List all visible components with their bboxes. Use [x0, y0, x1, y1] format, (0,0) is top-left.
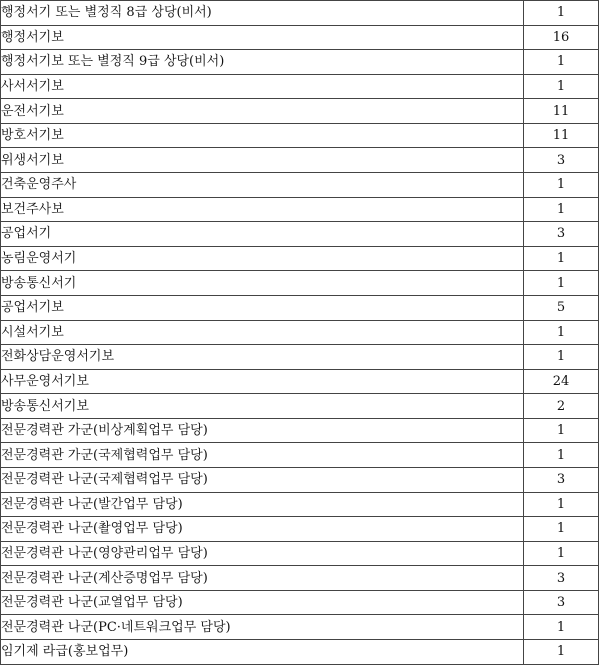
count-cell: 11 — [524, 123, 599, 148]
count-cell: 1 — [524, 443, 599, 468]
position-cell: 사무운영서기보 — [1, 369, 524, 394]
count-cell: 3 — [524, 566, 599, 591]
table-row — [1, 467, 599, 492]
position-cell: 건축운영주사 — [1, 173, 524, 198]
table-row — [1, 615, 599, 640]
position-cell: 운전서기보 — [1, 99, 524, 124]
position-cell: 공업서기보 — [1, 295, 524, 320]
count-cell: 1 — [524, 246, 599, 271]
table-row — [1, 50, 599, 75]
table-row — [1, 99, 599, 124]
count-cell: 24 — [524, 369, 599, 394]
table-row — [1, 25, 599, 50]
count-cell: 1 — [524, 74, 599, 99]
position-cell: 농림운영서기 — [1, 246, 524, 271]
count-cell: 1 — [524, 517, 599, 542]
count-cell: 1 — [524, 640, 599, 665]
table-row — [1, 394, 599, 419]
position-cell: 임기제 라급(홍보업무) — [1, 640, 524, 665]
count-cell: 11 — [524, 99, 599, 124]
count-cell: 5 — [524, 295, 599, 320]
table-row — [1, 443, 599, 468]
count-cell: 3 — [524, 590, 599, 615]
position-cell: 전문경력관 나군(영양관리업무 담당) — [1, 541, 524, 566]
count-cell: 1 — [524, 320, 599, 345]
table-row — [1, 173, 599, 198]
position-cell: 방송통신서기 — [1, 271, 524, 296]
table-row — [1, 271, 599, 296]
table-row — [1, 320, 599, 345]
count-cell: 1 — [524, 541, 599, 566]
position-cell: 전문경력관 가군(국제협력업무 담당) — [1, 443, 524, 468]
position-cell: 행정서기보 또는 별정직 9급 상당(비서) — [1, 50, 524, 75]
table-row — [1, 1, 599, 26]
table-row — [1, 517, 599, 542]
count-cell: 1 — [524, 50, 599, 75]
table-row — [1, 246, 599, 271]
count-cell: 1 — [524, 345, 599, 370]
table-body — [1, 1, 599, 665]
count-cell: 3 — [524, 222, 599, 247]
position-cell: 행정서기보 — [1, 25, 524, 50]
position-cell: 위생서기보 — [1, 148, 524, 173]
position-cell: 전문경력관 나군(국제협력업무 담당) — [1, 467, 524, 492]
table-row — [1, 295, 599, 320]
position-cell: 전문경력관 나군(촬영업무 담당) — [1, 517, 524, 542]
table-row — [1, 640, 599, 665]
table-row — [1, 566, 599, 591]
position-cell: 방호서기보 — [1, 123, 524, 148]
table-row — [1, 74, 599, 99]
position-cell: 공업서기 — [1, 222, 524, 247]
count-cell: 1 — [524, 492, 599, 517]
position-cell: 방송통신서기보 — [1, 394, 524, 419]
position-cell: 사서서기보 — [1, 74, 524, 99]
table-row — [1, 148, 599, 173]
count-cell: 1 — [524, 418, 599, 443]
position-cell: 보건주사보 — [1, 197, 524, 222]
position-cell: 전화상담운영서기보 — [1, 345, 524, 370]
count-cell: 1 — [524, 173, 599, 198]
count-cell: 1 — [524, 615, 599, 640]
position-cell: 전문경력관 가군(비상계획업무 담당) — [1, 418, 524, 443]
position-cell: 전문경력관 나군(발간업무 담당) — [1, 492, 524, 517]
count-cell: 3 — [524, 467, 599, 492]
table-row — [1, 492, 599, 517]
table-row — [1, 345, 599, 370]
table-row — [1, 541, 599, 566]
position-cell: 시설서기보 — [1, 320, 524, 345]
count-cell: 1 — [524, 271, 599, 296]
count-cell: 1 — [524, 197, 599, 222]
table-row — [1, 197, 599, 222]
table-row — [1, 418, 599, 443]
position-cell: 전문경력관 나군(PC·네트워크업무 담당) — [1, 615, 524, 640]
count-cell: 1 — [524, 1, 599, 26]
count-cell: 2 — [524, 394, 599, 419]
position-cell: 행정서기 또는 별정직 8급 상당(비서) — [1, 1, 524, 26]
table-row — [1, 369, 599, 394]
table-row — [1, 590, 599, 615]
table-row — [1, 123, 599, 148]
table-row — [1, 222, 599, 247]
count-cell: 16 — [524, 25, 599, 50]
count-cell: 3 — [524, 148, 599, 173]
position-cell: 전문경력관 나군(계산증명업무 담당) — [1, 566, 524, 591]
position-cell: 전문경력관 나군(교열업무 담당) — [1, 590, 524, 615]
